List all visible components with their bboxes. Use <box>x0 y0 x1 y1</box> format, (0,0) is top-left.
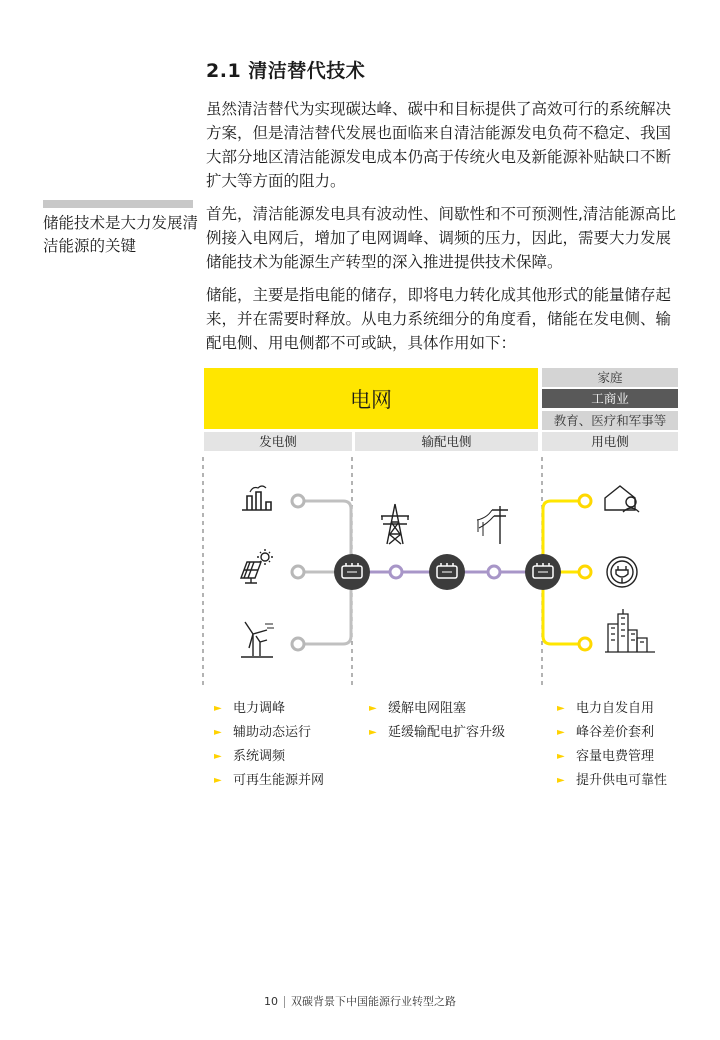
consumption-side-header: 用电侧 <box>542 432 678 451</box>
generation-node-2 <box>292 566 304 578</box>
energy-storage-diagram <box>195 452 690 697</box>
transmission-side-header: 输配电侧 <box>355 432 538 451</box>
transmission-node-2 <box>488 566 500 578</box>
generation-side-header: 发电侧 <box>204 432 352 451</box>
footer-divider <box>284 996 285 1008</box>
paragraph-intro: 虽然清洁替代为实现碳达峰、碳中和目标提供了高效可行的系统解决方案，但是清洁替代发展也面临来自清洁能源发电负荷不稳定、我国大部分地区清洁能源发电成本仍高于传统火电及新能源补贴缺口不断扩大等方面的阻力。 <box>206 100 672 190</box>
household-user-icon <box>605 486 639 512</box>
section-title: 2.1 清洁替代技术 <box>206 60 366 82</box>
side-note-bar <box>43 200 193 208</box>
transmission-tower-icon <box>381 504 409 544</box>
battery-storage-icon <box>525 554 561 590</box>
city-buildings-icon <box>605 609 655 652</box>
consumption-node-1 <box>579 495 591 507</box>
grid-label: 电网 <box>350 388 392 412</box>
paragraph-storage: 储能，主要是指电能的储存，即将电力转化成其他形式的能量储存起来，并在需要时释放。从电力系统细分的角度看，储能在发电侧、输配电侧、用电侧都不可或缺，具体作用如下： <box>206 286 672 352</box>
user-type-institutional: 教育、医疗和军事等 <box>542 411 678 430</box>
battery-storage-icon <box>334 554 370 590</box>
paragraph-volatility: 首先，清洁能源发电具有波动性、间歇性和不可预测性,清洁能源高比例接入电网后，增加了电网调峰、调频的压力，因此，需要大力发展储能技术为能源生产转型的深入推进提供技术保障。 <box>206 205 676 271</box>
footer-title: 双碳背景下中国能源行业转型之路 <box>291 995 456 1008</box>
thermal-power-plant-icon <box>242 486 271 510</box>
generation-node-3 <box>292 638 304 650</box>
user-type-commercial: 工商业 <box>542 389 678 408</box>
power-plug-icon <box>607 557 637 587</box>
wind-turbine-icon <box>241 622 274 657</box>
page-number: 10 <box>264 995 278 1008</box>
transmission-node-1 <box>390 566 402 578</box>
footer <box>0 993 720 1009</box>
consumption-node-2 <box>579 566 591 578</box>
generation-node-1 <box>292 495 304 507</box>
utility-pole-icon <box>477 506 508 544</box>
user-type-household: 家庭 <box>542 368 678 387</box>
consumption-node-3 <box>579 638 591 650</box>
battery-storage-icon <box>429 554 465 590</box>
solar-panel-icon <box>241 549 273 583</box>
side-note: 储能技术是大力发展清洁能源的关键 <box>43 214 199 255</box>
